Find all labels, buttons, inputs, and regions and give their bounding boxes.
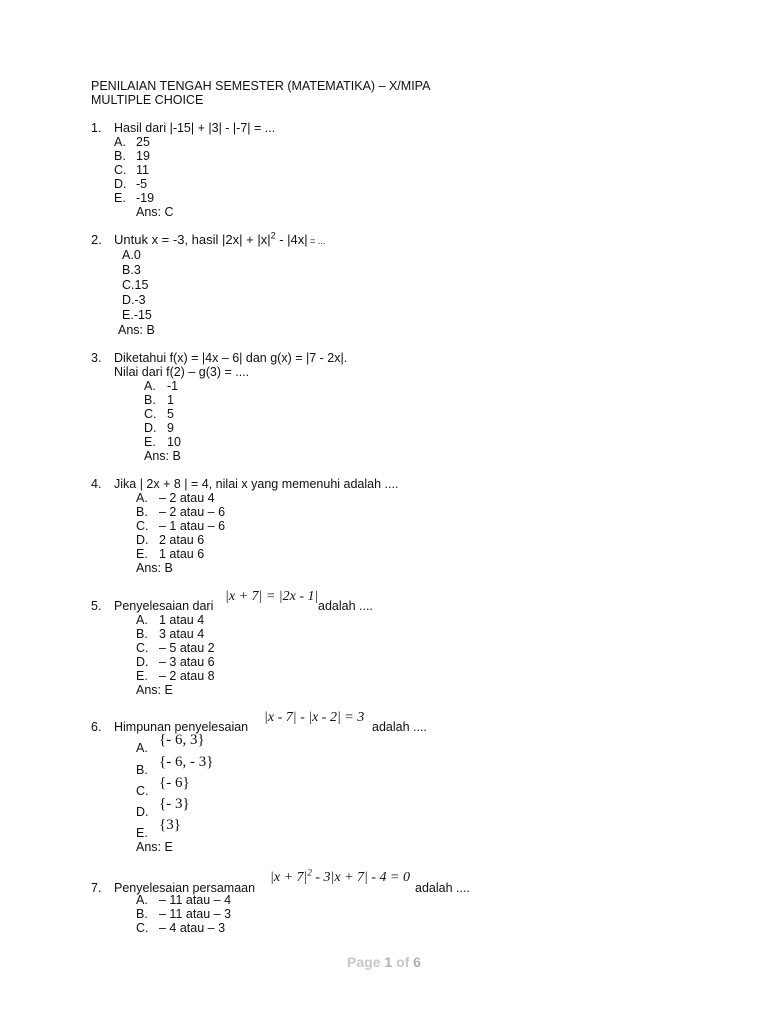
q4-answer: Ans: B: [136, 561, 173, 575]
q5-option-b: 3 atau 4: [159, 627, 205, 641]
question-1-text: Hasil dari |-15| + |3| - |-7| = ...: [114, 121, 276, 135]
q5-option-c: – 5 atau 2: [159, 641, 215, 655]
q5-option-b-letter: B.: [136, 627, 148, 641]
q5-option-e-letter: E.: [136, 669, 148, 683]
q4-option-c: – 1 atau – 6: [159, 519, 226, 533]
q1-answer: Ans: C: [136, 205, 174, 219]
q2-option-c: C.15: [122, 278, 149, 292]
q4-option-d-letter: D.: [136, 533, 149, 547]
q4-option-a-letter: A.: [136, 491, 148, 505]
q3-option-a-letter: A.: [144, 379, 156, 393]
q3-option-d-letter: D.: [144, 421, 157, 435]
q7-option-c-letter: C.: [136, 921, 149, 935]
q7-option-b: – 11 atau – 3: [159, 907, 232, 921]
q3-option-d: 9: [167, 421, 174, 435]
q6-option-d-letter: D.: [136, 805, 149, 819]
q3-option-c-letter: C.: [144, 407, 157, 421]
document-subtitle: MULTIPLE CHOICE: [91, 93, 204, 107]
q5-option-e: – 2 atau 8: [159, 669, 215, 683]
q5-option-d: – 3 atau 6: [159, 655, 215, 669]
question-7-text: Penyelesaian persamaan: [114, 881, 256, 895]
q2-option-a: A.0: [122, 248, 141, 262]
question-5-text-after: adalah ....: [318, 599, 373, 613]
question-2-text: Untuk x = -3, hasil $|2x| + |x|^2 - |4x|$ = ...: [114, 230, 326, 247]
q1-option-e: -19: [136, 191, 155, 205]
q1-option-e-letter: E.: [114, 191, 126, 205]
q1-option-b-letter: B.: [114, 149, 126, 163]
q3-option-b: 1: [167, 393, 174, 407]
question-3-number: 3.: [91, 351, 102, 365]
q4-option-b: – 2 atau – 6: [159, 505, 226, 519]
q4-option-d: 2 atau 6: [159, 533, 205, 547]
q2-answer: Ans: B: [118, 323, 155, 337]
q6-option-e: {3}: [159, 817, 181, 833]
q4-option-a: – 2 atau 4: [159, 491, 215, 505]
q1-option-a: 25: [136, 135, 150, 149]
q7-option-a-letter: A.: [136, 893, 148, 907]
question-5-text: Penyelesaian dari: [114, 599, 214, 613]
question-6-equation: |x - 7| - |x - 2| = 3: [264, 710, 365, 725]
q1-option-d: -5: [136, 177, 148, 191]
q7-option-b-letter: B.: [136, 907, 148, 921]
q2-option-b: B.3: [122, 263, 141, 277]
question-2-number: 2.: [91, 232, 102, 247]
page-indicator: Page 1 of 6: [347, 954, 421, 970]
question-7-text-after: adalah ....: [415, 881, 470, 895]
q4-option-e-letter: E.: [136, 547, 148, 561]
q7-option-a: – 11 atau – 4: [159, 893, 232, 907]
q4-option-c-letter: C.: [136, 519, 149, 533]
question-7-equation: $|x + 7|^2 - 3|x + 7| - 4 = 0$: [270, 867, 410, 885]
q3-option-e: 10: [167, 435, 181, 449]
question-3-text: Diketahui f(x) = |4x – 6| dan g(x) = |7 - 2x|.: [114, 351, 348, 365]
q2-option-e: E.-15: [122, 308, 152, 322]
question-3-text-line2: Nilai dari f(2) – g(3) = ....: [114, 365, 250, 379]
q5-option-a: 1 atau 4: [159, 613, 205, 627]
q6-option-d: {- 3}: [159, 796, 190, 812]
question-5-equation: |x + 7| = |2x - 1|: [225, 589, 319, 604]
q5-option-d-letter: D.: [136, 655, 149, 669]
question-6-number: 6.: [91, 720, 102, 734]
document-title: PENILAIAN TENGAH SEMESTER (MATEMATIKA) – X/MIPA: [91, 79, 431, 93]
q1-option-c: 11: [136, 163, 149, 177]
q5-option-c-letter: C.: [136, 641, 149, 655]
q5-answer: Ans: E: [136, 683, 173, 697]
q6-option-c-letter: C.: [136, 784, 149, 798]
question-4-number: 4.: [91, 477, 102, 491]
q5-option-a-letter: A.: [136, 613, 148, 627]
q6-option-b: {- 6, - 3}: [159, 754, 214, 770]
q4-option-b-letter: B.: [136, 505, 148, 519]
question-1-number: 1.: [91, 121, 102, 135]
q1-option-c-letter: C.: [114, 163, 127, 177]
q6-option-a-letter: A.: [136, 741, 148, 755]
q3-option-c: 5: [167, 407, 174, 421]
question-6-text-after: adalah ....: [372, 720, 427, 734]
q6-option-a: {- 6, 3}: [159, 732, 205, 748]
question-5-number: 5.: [91, 599, 102, 613]
q1-option-b: 19: [136, 149, 150, 163]
question-6-text: Himpunan penyelesaian: [114, 720, 249, 734]
q6-option-e-letter: E.: [136, 826, 148, 840]
question-7-number: 7.: [91, 881, 102, 895]
question-4-text: Jika | 2x + 8 | = 4, nilai x yang memenuhi adalah ....: [114, 477, 399, 491]
q2-option-d: D.-3: [122, 293, 146, 307]
q4-option-e: 1 atau 6: [159, 547, 205, 561]
q6-option-c: {- 6}: [159, 775, 190, 791]
q3-option-b-letter: B.: [144, 393, 156, 407]
q7-option-c: – 4 atau – 3: [159, 921, 226, 935]
q6-option-b-letter: B.: [136, 763, 148, 777]
q1-option-d-letter: D.: [114, 177, 127, 191]
q3-option-e-letter: E.: [144, 435, 156, 449]
q3-option-a: -1: [167, 379, 179, 393]
q1-option-a-letter: A.: [114, 135, 126, 149]
q3-answer: Ans: B: [144, 449, 181, 463]
q6-answer: Ans: E: [136, 840, 173, 854]
